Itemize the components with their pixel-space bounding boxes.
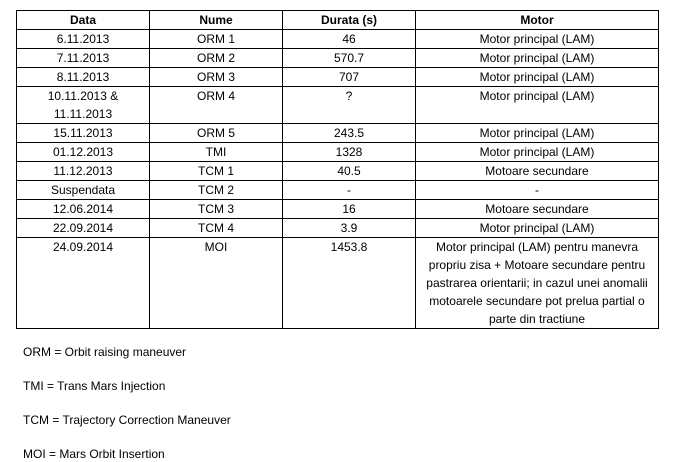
table-row [17,124,659,143]
date-cell: 24.09.2014 [17,238,150,329]
duration-cell: 3.9 [283,219,416,238]
legend-moi: MOI = Mars Orbit Insertion [23,447,165,461]
table-row [17,68,659,87]
date-cell: 01.12.2013 [17,143,150,162]
date-cell: Suspendata [17,181,150,200]
duration-cell: 1328 [283,143,416,162]
engine-cell: Motor principal (LAM) [416,219,659,238]
table-header [17,11,659,30]
column-header-name: Nume [150,11,283,30]
date-cell: 10.11.2013 & 11.11.2013 [17,87,150,124]
date-cell: 12.06.2014 [17,200,150,219]
engine-cell: Motor principal (LAM) [416,87,659,124]
name-cell: ORM 1 [150,30,283,49]
engine-cell: Motoare secundare [416,162,659,181]
duration-cell: 16 [283,200,416,219]
header-row [17,11,659,30]
table-row [17,238,659,329]
date-cell: 6.11.2013 [17,30,150,49]
engine-cell: Motor principal (LAM) [416,30,659,49]
engine-cell: Motor principal (LAM) [416,143,659,162]
engine-cell: Motoare secundare [416,200,659,219]
name-cell: ORM 4 [150,87,283,124]
date-cell: 11.12.2013 [17,162,150,181]
maneuver-table [16,10,659,329]
engine-cell: Motor principal (LAM) pentru manevra propriu zisa + Motoare secundare pentru pastrarea orientarii; in cazul unei anomalii motoarele secundare pot prelua partial o parte din tractiune [416,238,659,329]
engine-cell: Motor principal (LAM) [416,49,659,68]
duration-cell: 40.5 [283,162,416,181]
column-header-engine: Motor [416,11,659,30]
engine-cell: - [416,181,659,200]
date-cell: 22.09.2014 [17,219,150,238]
name-cell: ORM 5 [150,124,283,143]
name-cell: ORM 2 [150,49,283,68]
table-row [17,219,659,238]
table-row [17,87,659,124]
table-row [17,49,659,68]
column-header-duration: Durata (s) [283,11,416,30]
table-row [17,30,659,49]
legend-orm: ORM = Orbit raising maneuver [23,345,187,359]
name-cell: TCM 3 [150,200,283,219]
name-cell: TMI [150,143,283,162]
table-row [17,143,659,162]
name-cell: MOI [150,238,283,329]
duration-cell: ? [283,87,416,124]
name-cell: TCM 2 [150,181,283,200]
engine-cell: Motor principal (LAM) [416,68,659,87]
duration-cell: 243.5 [283,124,416,143]
table-row [17,200,659,219]
table-row [17,181,659,200]
column-header-date: Data [17,11,150,30]
table-body [17,30,659,329]
duration-cell: 707 [283,68,416,87]
legend-tmi: TMI = Trans Mars Injection [23,379,166,393]
duration-cell: 46 [283,30,416,49]
table-row [17,162,659,181]
legend-tcm: TCM = Trajectory Correction Maneuver [23,413,231,427]
date-cell: 7.11.2013 [17,49,150,68]
name-cell: ORM 3 [150,68,283,87]
date-cell: 15.11.2013 [17,124,150,143]
duration-cell: - [283,181,416,200]
duration-cell: 570.7 [283,49,416,68]
name-cell: TCM 1 [150,162,283,181]
duration-cell: 1453.8 [283,238,416,329]
engine-cell: Motor principal (LAM) [416,124,659,143]
date-cell: 8.11.2013 [17,68,150,87]
name-cell: TCM 4 [150,219,283,238]
